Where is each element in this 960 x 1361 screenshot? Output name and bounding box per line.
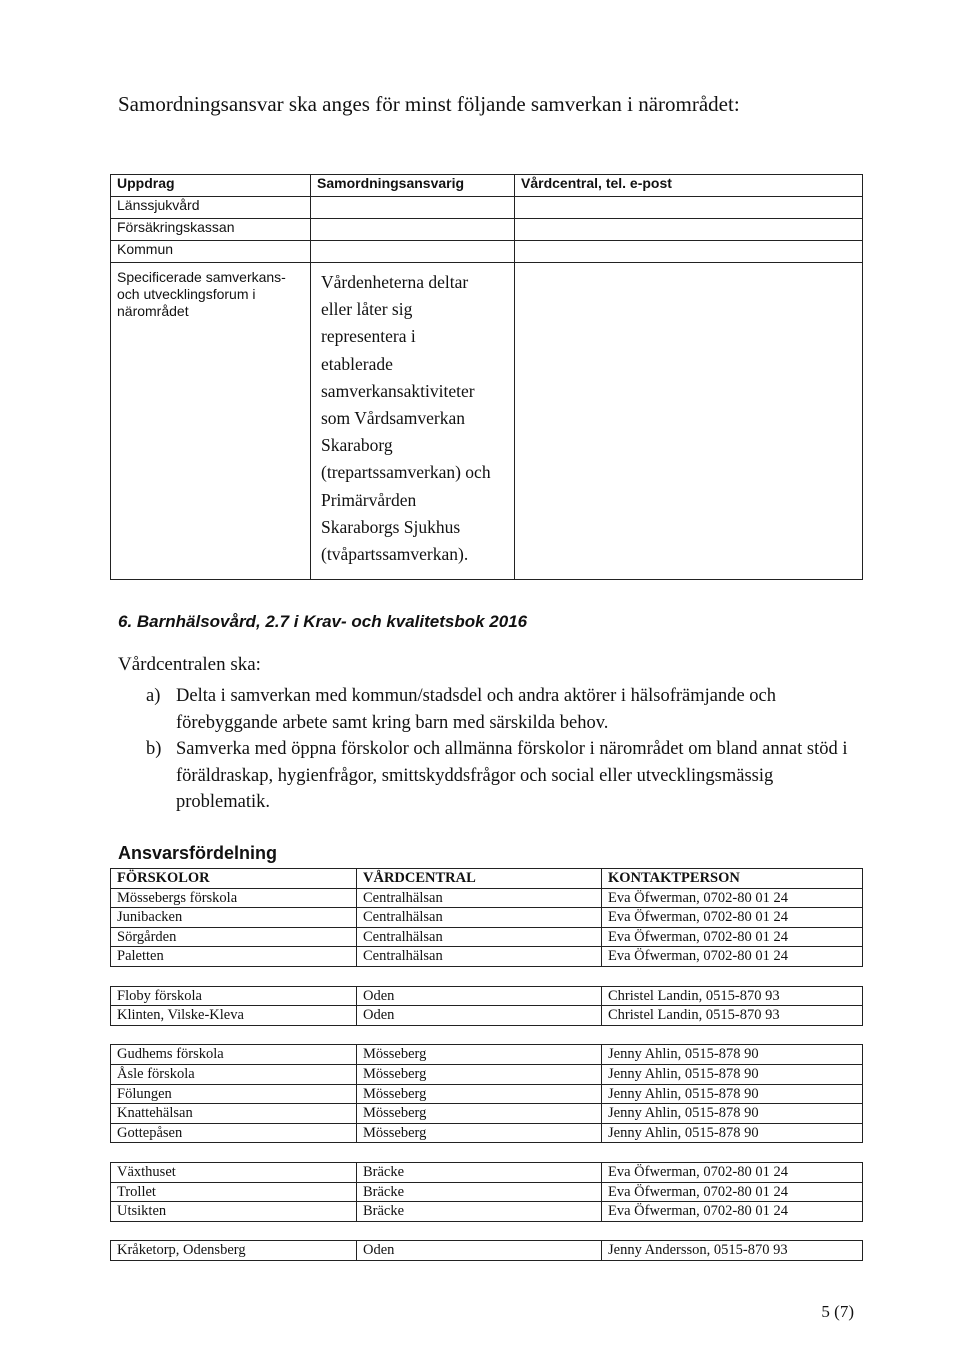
table-row <box>111 241 863 263</box>
cell-kontaktperson: Christel Landin, 0515-870 93 <box>602 986 863 1006</box>
table-row <box>111 263 863 580</box>
ansvarig-line: Skaraborg <box>321 435 393 456</box>
cell-vardcentral: Centralhälsan <box>357 908 602 928</box>
list-text: Delta i samverkan med kommun/stadsdel och andra aktörer i hälsofrämjande och förebyggande arbete samt kring barn med särskilda behov. <box>176 686 777 733</box>
table-row <box>111 197 863 219</box>
group-spacer <box>111 966 863 986</box>
cell-vardcentral: Centralhälsan <box>357 927 602 947</box>
table-row <box>111 888 863 908</box>
cell-forskola: Fölungen <box>111 1084 357 1104</box>
cell-ansvarig <box>311 197 515 219</box>
cell-vardcentral: Centralhälsan <box>357 947 602 967</box>
header-vardcentral: VÅRDCENTRAL <box>357 869 602 889</box>
spacer-cell <box>111 1221 357 1241</box>
group-spacer <box>111 1143 863 1163</box>
cell-forskola: Klinten, Vilske-Kleva <box>111 1006 357 1026</box>
list-text: Samverka med öppna förskolor och allmänna förskolor i närområdet om bland annat stöd i föräldraskap, hygienfrågor, smittskyddsfrågor och social eller utvecklingsmässig problematik. <box>176 739 848 812</box>
cell-vardcentral: Mösseberg <box>357 1104 602 1124</box>
cell-forskola: Åsle förskola <box>111 1064 357 1084</box>
cell-kontaktperson: Eva Öfwerman, 0702-80 01 24 <box>602 1162 863 1182</box>
ansvarig-line: Vårdenheterna deltar <box>321 272 469 292</box>
cell-vardcentral: Mösseberg <box>357 1084 602 1104</box>
cell-kontaktperson: Eva Öfwerman, 0702-80 01 24 <box>602 908 863 928</box>
cell-vardcentral: Oden <box>357 986 602 1006</box>
cell-vardcentral <box>515 219 863 241</box>
cell-forskola: Paletten <box>111 947 357 967</box>
ansvarig-line: (trepartssamverkan) och <box>321 462 491 483</box>
table-row <box>111 1064 863 1084</box>
spacer-cell <box>111 966 357 986</box>
table-row <box>111 908 863 928</box>
header-forskolor: FÖRSKOLOR <box>111 869 357 889</box>
uppdrag-line: närområdet <box>117 303 189 319</box>
cell-vardcentral: Mösseberg <box>357 1045 602 1065</box>
cell-forskola: Knattehälsan <box>111 1104 357 1124</box>
spacer-cell <box>602 1025 863 1045</box>
table-row <box>111 1241 863 1261</box>
cell-kontaktperson: Eva Öfwerman, 0702-80 01 24 <box>602 1202 863 1222</box>
cell-vardcentral: Centralhälsan <box>357 888 602 908</box>
cell-vardcentral: Mösseberg <box>357 1064 602 1084</box>
cell-ansvarig <box>311 219 515 241</box>
cell-forskola: Mössebergs förskola <box>111 888 357 908</box>
ansvar-heading: Ansvarsfördelning <box>118 843 278 863</box>
table-row <box>111 1104 863 1124</box>
cell-kontaktperson: Jenny Ahlin, 0515-878 90 <box>602 1045 863 1065</box>
table-row <box>111 219 863 241</box>
spacer-cell <box>357 966 602 986</box>
spacer-cell <box>357 1143 602 1163</box>
ansvarig-line: eller låter sig <box>321 299 413 320</box>
header-kontaktperson: KONTAKTPERSON <box>602 869 863 889</box>
cell-forskola: Junibacken <box>111 908 357 928</box>
cell-kontaktperson: Jenny Ahlin, 0515-878 90 <box>602 1064 863 1084</box>
cell-kontaktperson: Jenny Ahlin, 0515-878 90 <box>602 1084 863 1104</box>
ansvarig-line: (tvåpartssamverkan). <box>321 544 469 565</box>
ansvarig-line: som Vårdsamverkan <box>321 408 466 429</box>
page-number: 5 (7) <box>821 1302 854 1321</box>
ansvar-table <box>110 868 863 1261</box>
group-spacer <box>111 1025 863 1045</box>
table-row <box>111 986 863 1006</box>
cell-forskola: Gottepåsen <box>111 1123 357 1143</box>
ansvarig-line: Primärvården <box>321 489 417 510</box>
uppdrag-line: Specificerade samverkans- <box>117 269 286 285</box>
header-samordningsansvarig: Samordningsansvarig <box>311 175 515 197</box>
cell-vardcentral: Bräcke <box>357 1162 602 1182</box>
cell-ansvarig-text <box>311 263 515 580</box>
cell-forskola: Floby förskola <box>111 986 357 1006</box>
cell-kontaktperson: Christel Landin, 0515-870 93 <box>602 1006 863 1026</box>
ansvarig-line: samverkansaktiviteter <box>321 380 475 401</box>
cell-kontaktperson: Jenny Ahlin, 0515-878 90 <box>602 1123 863 1143</box>
table-row <box>111 1123 863 1143</box>
list-marker: a) <box>146 686 161 706</box>
section-heading: 6. Barnhälsovård, 2.7 i Krav- och kvalitetsbok 2016 <box>118 612 528 631</box>
cell-forskola: Sörgården <box>111 927 357 947</box>
cell-forskola: Växthuset <box>111 1162 357 1182</box>
table-row <box>111 1006 863 1026</box>
cell-forskola: Trollet <box>111 1182 357 1202</box>
header-uppdrag: Uppdrag <box>111 175 311 197</box>
ansvarig-line: Skaraborgs Sjukhus <box>321 516 461 537</box>
table-row <box>111 1202 863 1222</box>
cell-vardcentral: Oden <box>357 1006 602 1026</box>
cell-vardcentral <box>515 241 863 263</box>
cell-vardcentral <box>515 263 863 580</box>
section-label: Vårdcentralen ska: <box>118 654 261 675</box>
cell-uppdrag: Länssjukvård <box>111 197 311 219</box>
cell-uppdrag: Försäkringskassan <box>111 219 311 241</box>
spacer-cell <box>602 1143 863 1163</box>
table-row <box>111 927 863 947</box>
uppdrag-line: och utvecklingsforum i <box>117 286 256 302</box>
cell-vardcentral: Bräcke <box>357 1182 602 1202</box>
spacer-cell <box>111 1143 357 1163</box>
samordning-table <box>110 174 863 580</box>
header-vardcentral: Vårdcentral, tel. e-post <box>515 175 863 197</box>
cell-kontaktperson: Eva Öfwerman, 0702-80 01 24 <box>602 1182 863 1202</box>
group-spacer <box>111 1221 863 1241</box>
table-row <box>111 1182 863 1202</box>
intro-text: Samordningsansvar ska anges för minst följande samverkan i närområdet: <box>118 92 740 116</box>
spacer-cell <box>602 966 863 986</box>
cell-uppdrag-forum <box>111 263 311 580</box>
spacer-cell <box>357 1025 602 1045</box>
cell-ansvarig <box>311 241 515 263</box>
table-row <box>111 947 863 967</box>
spacer-cell <box>357 1221 602 1241</box>
table-row <box>111 1084 863 1104</box>
table-header-row <box>111 869 863 889</box>
cell-forskola: Gudhems förskola <box>111 1045 357 1065</box>
cell-vardcentral: Oden <box>357 1241 602 1261</box>
spacer-cell <box>111 1025 357 1045</box>
cell-vardcentral: Mösseberg <box>357 1123 602 1143</box>
cell-vardcentral: Bräcke <box>357 1202 602 1222</box>
table-row <box>111 1045 863 1065</box>
cell-forskola: Kråketorp, Odensberg <box>111 1241 357 1261</box>
cell-forskola: Utsikten <box>111 1202 357 1222</box>
cell-kontaktperson: Jenny Andersson, 0515-870 93 <box>602 1241 863 1261</box>
cell-kontaktperson: Eva Öfwerman, 0702-80 01 24 <box>602 927 863 947</box>
cell-vardcentral <box>515 197 863 219</box>
cell-uppdrag: Kommun <box>111 241 311 263</box>
table-row <box>111 1162 863 1182</box>
ansvarig-line: etablerade <box>321 353 393 374</box>
cell-kontaktperson: Eva Öfwerman, 0702-80 01 24 <box>602 947 863 967</box>
ansvarig-line: representera i <box>321 326 416 347</box>
cell-kontaktperson: Eva Öfwerman, 0702-80 01 24 <box>602 888 863 908</box>
spacer-cell <box>602 1221 863 1241</box>
cell-kontaktperson: Jenny Ahlin, 0515-878 90 <box>602 1104 863 1124</box>
table-header-row <box>111 175 863 197</box>
list-marker: b) <box>146 739 162 759</box>
